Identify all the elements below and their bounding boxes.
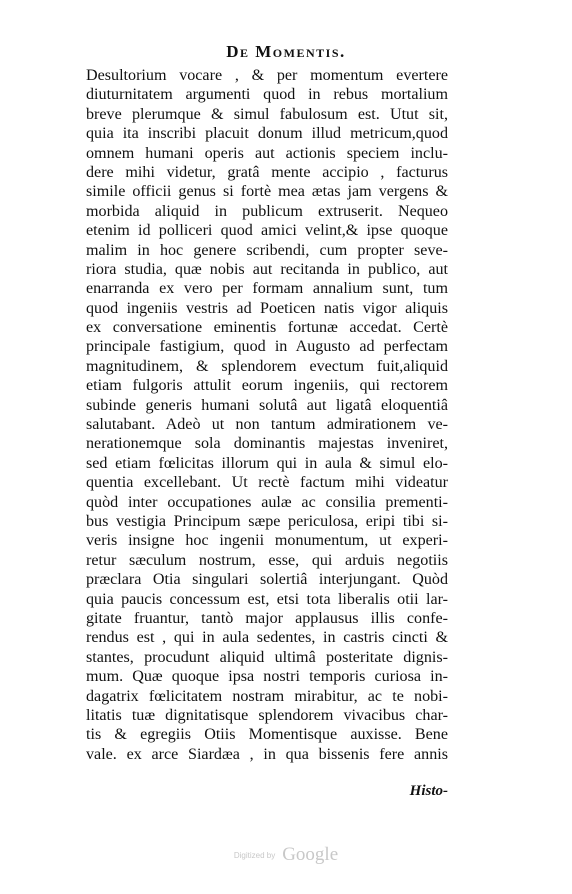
text-line: enarranda ex vero per formam annalium sunt, tum — [86, 280, 448, 298]
text-line: veris insigne hoc ingenii monumentum, ut experi- — [86, 532, 448, 550]
catchword: Histo- — [409, 783, 448, 799]
text-line: gitate fruantur, tantò major applausus illis confe- — [86, 609, 448, 627]
text-line: vale. ex arce Siardæa , in qua bissenis fere annis — [86, 745, 448, 763]
text-line: magnitudinem, & splendorem evectum fuit,aliquid — [86, 357, 448, 375]
text-line: ex conversatione eminentis fortunæ accedat. Certè — [86, 319, 448, 337]
text-line: quentia excellebant. Ut rectè factum mihi videatur — [86, 474, 448, 492]
running-head: De Momentis. — [226, 42, 346, 61]
text-line: stantes, procudunt aliquid ultimâ posteritate dignis- — [86, 648, 448, 666]
text-line: riora studia, quæ nobis aut recitanda in publico, aut — [86, 260, 448, 278]
text-line: etiam fulgoris attulit eorum ingeniis, qui rectorem — [86, 377, 448, 395]
text-line: malim in hoc genere scribendi, cum propter seve- — [86, 241, 448, 259]
text-line: nerationemque sola dominantis majestas inveniret, — [86, 435, 448, 453]
text-line: quòd inter occupationes aulæ ac consilia prementi- — [86, 493, 448, 511]
text-line: breve plerumque & simul fabulosum est. Utut sit, — [86, 105, 448, 123]
text-line: salutabant. Adeò ut non tantum admirationem ve- — [86, 416, 448, 434]
text-line: mum. Quæ quoque ipsa nostri temporis curiosa in- — [86, 668, 448, 686]
text-line: retur sæculum nostrum, esse, qui arduis negotiis — [86, 551, 448, 569]
text-line: dagatrix fœlicitatem nostram mirabitur, ac te nobi- — [86, 687, 448, 705]
text-line: principale fastigium, quod in Augusto ad perfectam — [86, 338, 448, 356]
google-logo: Google — [282, 844, 339, 865]
text-line: omnem humani operis aut actionis speciem inclu- — [86, 144, 448, 162]
text-line: diuturnitatem argumenti quod in rebus mortalium — [86, 86, 448, 104]
text-line: præclara Otia singulari solertiâ interjungant. Quòd — [86, 571, 448, 589]
text-line: sed etiam fœlicitas illorum qui in aula & simul elo- — [86, 454, 448, 472]
watermark-prefix: Digitized by — [233, 850, 276, 860]
text-line: quia ita inscribi placuit donum illud metricum,quod — [86, 125, 448, 143]
text-line: Desultorium vocare , & per momentum evertere — [86, 67, 448, 84]
text-line: subinde generis humani solutâ aut ligatâ eloquentiâ — [86, 396, 448, 414]
text-line: litatis tuæ dignitatisque splendorem vivacibus char- — [86, 706, 448, 724]
text-line: etenim id polliceri quod amici velint,& ipse quoque — [86, 222, 448, 240]
body-text — [86, 66, 448, 764]
digitized-watermark — [0, 844, 572, 866]
text-line: quia paucis concessum est, etsi tota liberalis otii lar- — [86, 590, 448, 608]
text-line: dere mihi videtur, gratâ mente accipio , facturus — [86, 163, 448, 181]
text-line: morbida aliquid in publicum extruserit. Nequeo — [86, 202, 448, 220]
text-line: simile officii genus si fortè mea ætas jam vergens & — [86, 183, 448, 201]
text-line: rendus est , qui in aula sedentes, in castris cincti & — [86, 629, 448, 647]
text-line: tis & egregiis Otiis Momentisque auxisse. Bene — [86, 726, 448, 744]
text-line: quod ingeniis vestris ad Poeticen natis vigor aliquis — [86, 299, 448, 317]
text-line: bus vestigia Principum sæpe periculosa, eripi tibi si- — [86, 512, 448, 530]
